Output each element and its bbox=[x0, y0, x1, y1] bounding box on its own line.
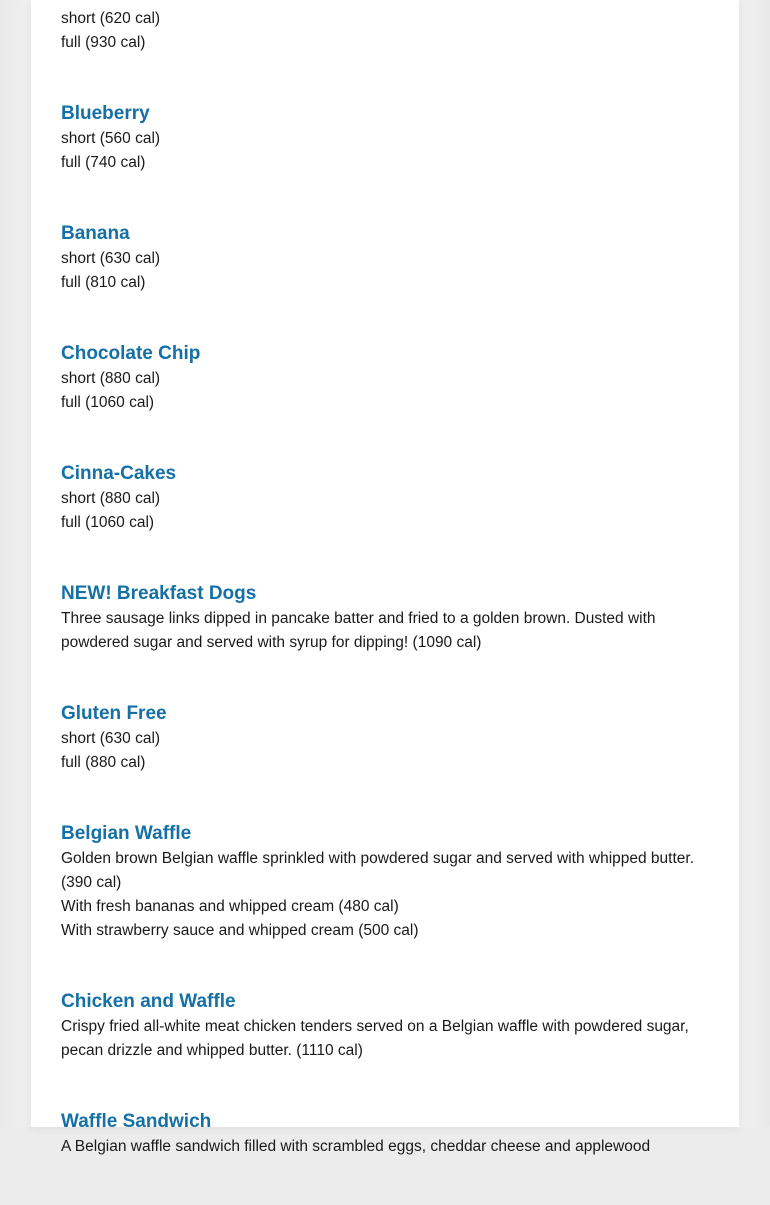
menu-item-title: Waffle Sandwich bbox=[61, 1111, 212, 1132]
menu-item-chocolate-chip bbox=[61, 341, 715, 415]
menu-item-option-strawberry: With strawberry sauce and whipped cream (500 cal) bbox=[61, 922, 419, 939]
menu-item-belgian-waffle bbox=[61, 821, 715, 943]
menu-item-previous bbox=[61, 0, 715, 55]
menu-item-size-full: full (930 cal) bbox=[61, 34, 146, 51]
menu-item-size-full: full (1060 cal) bbox=[61, 394, 155, 411]
menu-item-breakfast-dogs bbox=[61, 581, 715, 655]
menu-item-size-short: short (880 cal) bbox=[61, 490, 161, 507]
menu-item-description: A Belgian waffle sandwich filled with scrambled eggs, cheddar cheese and applewood bbox=[61, 1138, 651, 1155]
menu-item-size-short: short (630 cal) bbox=[61, 250, 161, 267]
menu-item-title: NEW! Breakfast Dogs bbox=[61, 583, 257, 604]
menu-item-size-full: full (880 cal) bbox=[61, 754, 146, 771]
menu-item-waffle-sandwich bbox=[61, 1109, 715, 1159]
menu-item-size-full: full (810 cal) bbox=[61, 274, 146, 291]
menu-item-chicken-and-waffle bbox=[61, 989, 715, 1063]
menu-item-size-full: full (1060 cal) bbox=[61, 514, 155, 531]
menu-content-panel bbox=[31, 0, 739, 1155]
menu-item-blueberry bbox=[61, 101, 715, 175]
menu-item-option-bananas: With fresh bananas and whipped cream (480 cal) bbox=[61, 898, 399, 915]
menu-item-size-short: short (560 cal) bbox=[61, 130, 161, 147]
menu-item-title: Blueberry bbox=[61, 103, 150, 124]
menu-item-title: Banana bbox=[61, 223, 130, 244]
menu-item-size-short: short (630 cal) bbox=[61, 730, 161, 747]
menu-item-description: Three sausage links dipped in pancake batter and fried to a golden brown. Dusted with powdered sugar and served with syrup for dipping! (1090 cal) bbox=[61, 610, 656, 651]
menu-item-banana bbox=[61, 221, 715, 295]
menu-item-size-full: full (740 cal) bbox=[61, 154, 146, 171]
menu-item-title: Gluten Free bbox=[61, 703, 167, 724]
menu-item-size-short: short (880 cal) bbox=[61, 370, 161, 387]
menu-item-title: Chocolate Chip bbox=[61, 343, 201, 364]
menu-item-title bbox=[61, 0, 715, 7]
menu-item-description: Crispy fried all-white meat chicken tenders served on a Belgian waffle with powdered sugar, pecan drizzle and whipped butter. (1110 cal) bbox=[61, 1018, 689, 1059]
menu-item-title: Belgian Waffle bbox=[61, 823, 192, 844]
menu-item-size-short: short (620 cal) bbox=[61, 10, 161, 27]
menu-item-cinna-cakes bbox=[61, 461, 715, 535]
menu-item-title: Chicken and Waffle bbox=[61, 991, 236, 1012]
menu-item-gluten-free bbox=[61, 701, 715, 775]
menu-list bbox=[61, 0, 715, 1205]
menu-item-description: Golden brown Belgian waffle sprinkled with powdered sugar and served with whipped butter. (390 cal) bbox=[61, 850, 695, 891]
menu-item-title: Cinna-Cakes bbox=[61, 463, 177, 484]
